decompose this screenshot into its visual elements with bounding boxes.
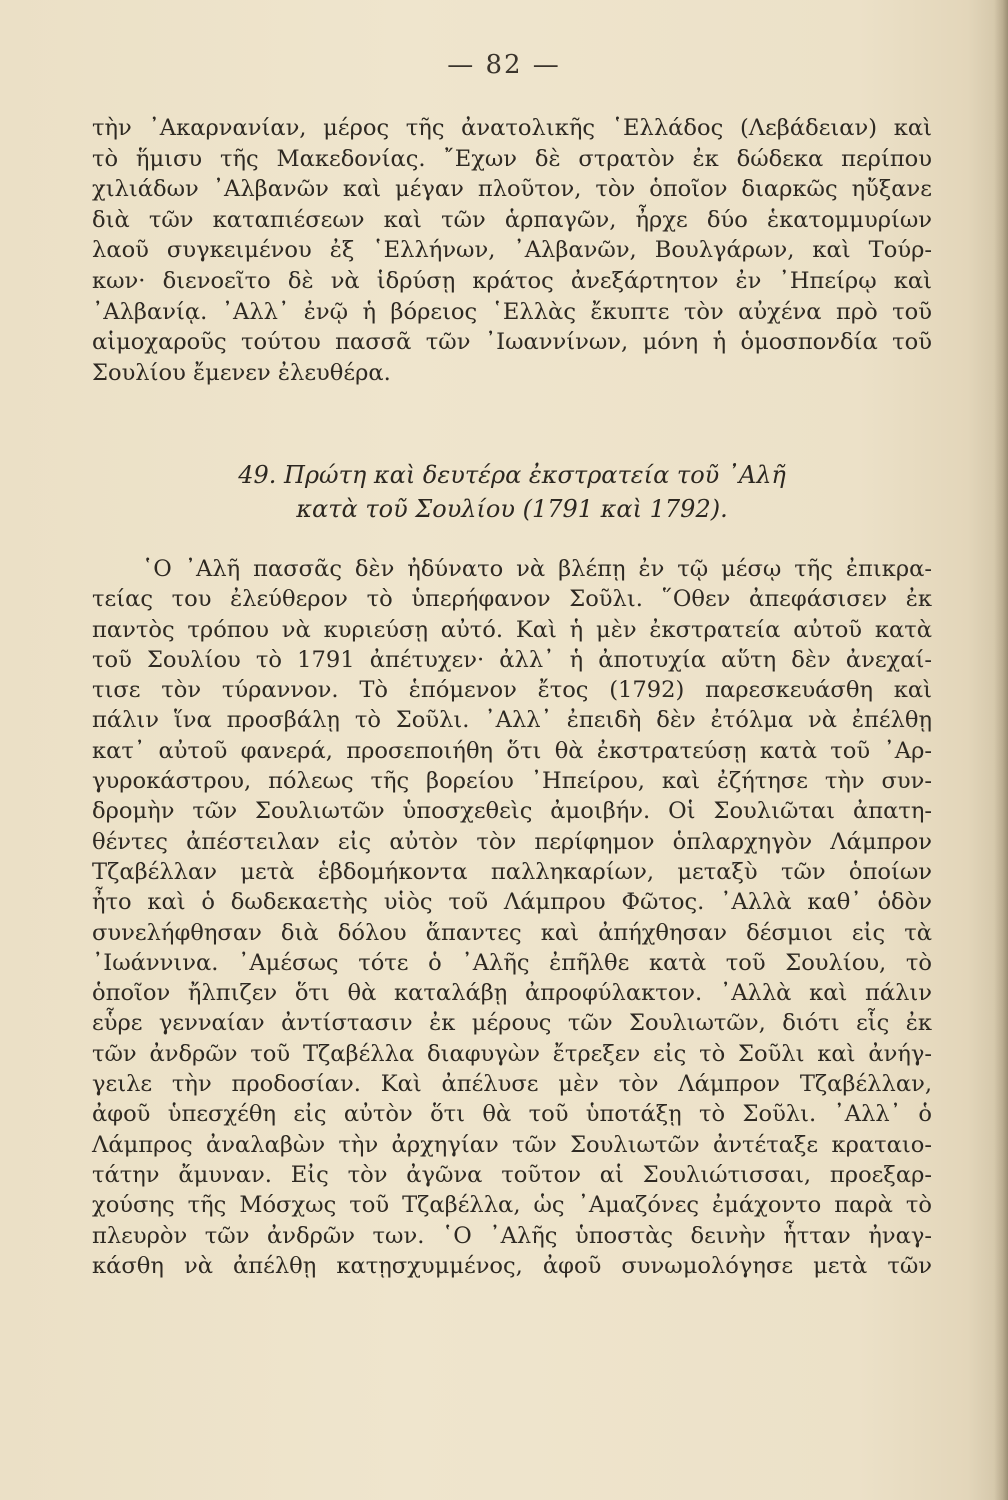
text-line: τοῦ Σουλίου τὸ 1791 ἀπέτυχεν· ἀλλ᾿ ἡ ἀποτυχία αὕτη δὲν ἀνεχαί- — [92, 646, 932, 673]
text-line: θέντες ἀπέστειλαν εἰς αὐτὸν τὸν περίφημον ὁπλαρχηγὸν Λάμπρον — [92, 828, 932, 855]
text-line: ᾿Αλβανίᾳ. ᾿Αλλ᾿ ἐνῷ ἡ βόρειος ῾Ελλὰς ἔκυπτε τὸν αὐχένα πρὸ τοῦ — [92, 298, 932, 325]
text-line: χούσης τῆς Μόσχως τοῦ Τζαβέλλα, ὡς ᾿Αμαζόνες ἐμάχοντο παρὰ τὸ — [92, 1192, 932, 1219]
section-heading — [92, 458, 932, 526]
text-line: Λάμπρος ἀναλαβὼν τὴν ἀρχηγίαν τῶν Σουλιωτῶν ἀντέταξε κραταιο- — [92, 1131, 932, 1158]
paragraph-1 — [92, 113, 932, 388]
text-line: κων· διενοεῖτο δὲ νὰ ἱδρύσῃ κράτος ἀνεξάρτητον ἐν ᾿Ηπείρῳ καὶ — [92, 267, 932, 294]
text-line: ῾Ο ᾿Αλῆ πασσᾶς δὲν ἠδύνατο νὰ βλέπῃ ἐν τῷ μέσῳ τῆς ἐπικρα- — [142, 556, 932, 582]
text-line: πάλιν ἵνα προσβάλῃ τὸ Σοῦλι. ᾿Αλλ᾿ ἐπειδὴ δὲν ἐτόλμα νὰ ἐπέλθῃ — [92, 707, 932, 734]
text-line: διὰ τῶν καταπιέσεων καὶ τῶν ἁρπαγῶν, ἦρχε δύο ἑκατομμυρίων — [92, 206, 932, 233]
text-line: τισε τὸν τύραννον. Τὸ ἑπόμενον ἔτος (1792) παρεσκευάσθη καὶ — [92, 677, 932, 704]
text-line: τὸ ἥμισυ τῆς Μακεδονίας. ῎Εχων δὲ στρατὸν ἐκ δώδεκα περίπου — [92, 145, 932, 172]
text-line: δρομὴν τῶν Σουλιωτῶν ὑποσχεθεὶς ἀμοιβήν. Οἱ Σουλιῶται ἀπατη- — [92, 798, 932, 825]
heading-line: 49. Πρώτη καὶ δευτέρα ἐκστρατεία τοῦ ᾿Αλῆ — [238, 461, 786, 489]
page-edge-shadow — [994, 0, 1008, 1500]
text-line: λαοῦ συγκειμένου ἐξ ῾Ελλήνων, ᾿Αλβανῶν, Βουλγάρων, καὶ Τούρ- — [92, 237, 932, 264]
text-line: Σουλίου ἔμενεν ἐλευθέρα. — [92, 359, 391, 386]
text-line: ᾿Ιωάννινα. ᾿Αμέσως τότε ὁ ᾿Αλῆς ἐπῆλθε κατὰ τοῦ Σουλίου, τὸ — [92, 949, 932, 976]
text-line: τείας του ἐλεύθερον τὸ ὑπερήφανον Σοῦλι. ῞Οθεν ἀπεφάσισεν ἐκ — [92, 586, 932, 613]
text-line: ἀφοῦ ὑπεσχέθη εἰς αὐτὸν ὅτι θὰ τοῦ ὑποτάξῃ τὸ Σοῦλι. ᾿Αλλ᾿ ὁ — [92, 1101, 932, 1128]
text-line: ὁποῖον ἤλπιζεν ὅτι θὰ καταλάβῃ ἀπροφύλακτον. ᾿Αλλὰ καὶ πάλιν — [92, 980, 932, 1007]
text-line: κάσθη νὰ ἀπέλθῃ κατῃσχυμμένος, ἀφοῦ συνωμολόγησε μετὰ τῶν — [92, 1252, 932, 1279]
text-line: τῶν ἀνδρῶν τοῦ Τζαβέλλα διαφυγὼν ἔτρεξεν εἰς τὸ Σοῦλι καὶ ἀνήγ- — [92, 1040, 932, 1067]
text-line: τάτην ἄμυναν. Εἰς τὸν ἀγῶνα τοῦτον αἱ Σουλιώτισσαι, προεξαρ- — [92, 1161, 932, 1188]
text-line: αἱμοχαροῦς τούτου πασσᾶ τῶν ᾿Ιωαννίνων, μόνη ἡ ὁμοσπονδία τοῦ — [92, 329, 932, 356]
paragraph-2 — [92, 554, 932, 1281]
text-line: συνελήφθησαν διὰ δόλου ἅπαντες καὶ ἀπήχθησαν δέσμιοι εἰς τὰ — [92, 919, 932, 946]
text-line: Τζαβέλλαν μετὰ ἑβδομήκοντα παλληκαρίων, μεταξὺ τῶν ὁποίων — [92, 858, 932, 885]
text-line: τὴν ᾿Ακαρνανίαν, μέρος τῆς ἀνατολικῆς ῾Ελλάδος (Λεβάδειαν) καὶ — [92, 115, 932, 141]
text-line: παντὸς τρόπου νὰ κυριεύσῃ αὐτό. Καὶ ἡ μὲν ἐκστρατεία αὐτοῦ κατὰ — [92, 616, 932, 643]
heading-line: κατὰ τοῦ Σουλίου (1791 καὶ 1792). — [296, 495, 728, 523]
text-line: γειλε τὴν προδοσίαν. Καὶ ἀπέλυσε μὲν τὸν Λάμπρον Τζαβέλλαν, — [92, 1071, 932, 1098]
text-line: κατ᾿ αὐτοῦ φανερά, προσεποιήθη ὅτι θὰ ἐκστρατεύσῃ κατὰ τοῦ ᾿Αρ- — [92, 737, 932, 764]
text-line: χιλιάδων ᾿Αλβανῶν καὶ μέγαν πλοῦτον, τὸν ὁποῖον διαρκῶς ηὔξανε — [92, 176, 932, 203]
text-line: πλευρὸν τῶν ἀνδρῶν των. ῾Ο ᾿Αλῆς ὑποστὰς δεινὴν ἧτταν ἠναγ- — [92, 1222, 932, 1249]
text-line: ἦτο καὶ ὁ δωδεκαετὴς υἱὸς τοῦ Λάμπρου Φῶτος. ᾿Αλλὰ καθ᾿ ὁδὸν — [92, 889, 932, 916]
text-line: γυροκάστρου, πόλεως τῆς βορείου ᾿Ηπείρου, καὶ ἐζήτησε τὴν συν- — [92, 768, 932, 795]
text-line: εὗρε γενναίαν ἀντίστασιν ἐκ μέρους τῶν Σουλιωτῶν, διότι εἷς ἐκ — [92, 1010, 932, 1037]
page-number: — 82 — — [447, 50, 561, 80]
